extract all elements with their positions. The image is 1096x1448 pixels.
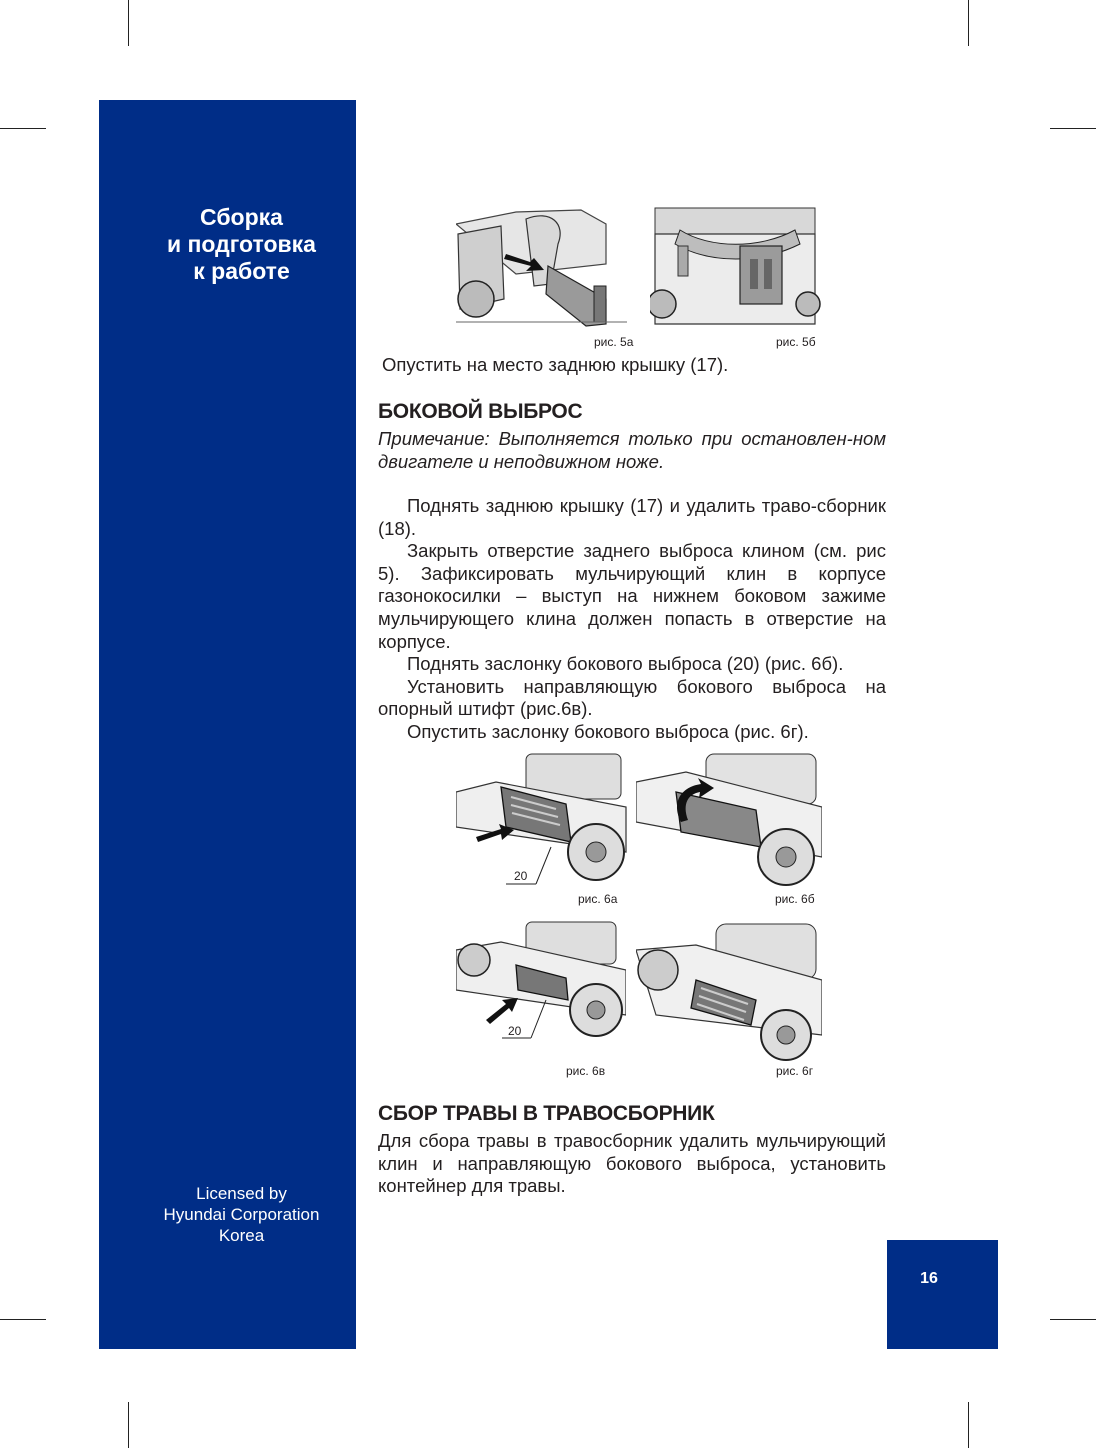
figure-6v-image — [456, 920, 626, 1045]
figure-5a-image — [456, 204, 627, 330]
heading-side-discharge: БОКОВОЙ ВЫБРОС — [378, 400, 583, 423]
license-note — [99, 1183, 384, 1246]
license-line: Korea — [218, 1226, 265, 1245]
crop-mark — [968, 1402, 969, 1448]
figure-6a-image — [456, 752, 628, 889]
license-line: Hyundai Corporation — [163, 1205, 320, 1224]
page-number-box — [887, 1240, 998, 1349]
figure-6g-caption: рис. 6г — [776, 1064, 814, 1078]
figure-6g-image — [636, 920, 822, 1065]
figure-5b-image — [650, 204, 823, 330]
side-discharge-note: Примечание: Выполняется только при остановлен-ном двигателе и неподвижном ноже. — [378, 428, 886, 472]
figure-6v-caption: рис. 6в — [566, 1064, 606, 1078]
figure-5a-caption: рис. 5а — [594, 335, 634, 349]
section-title-line: к работе — [193, 258, 290, 284]
crop-mark — [0, 128, 46, 129]
sidebar — [99, 100, 356, 1349]
crop-mark — [968, 0, 969, 46]
side-discharge-step: Закрыть отверстие заднего выброса клином (см. рис 5). Зафиксировать мульчирующий клин в корпусе газонокосилки – выступ на нижнем боковом зажиме мульчирующего клина должен попасть в отверстие на корпусе. — [378, 540, 886, 652]
heading-grass-collection: СБОР ТРАВЫ В ТРАВОСБОРНИК — [378, 1102, 715, 1125]
instruction-lower-cover: Опустить на место заднюю крышку (17). — [382, 354, 729, 375]
figure-6b-caption: рис. 6б — [775, 892, 815, 906]
crop-mark — [128, 0, 129, 46]
grass-collection-text — [378, 1130, 886, 1198]
figure-5b-caption: рис. 5б — [776, 335, 816, 349]
page-number: 16 — [920, 1270, 938, 1287]
side-discharge-step: Опустить заслонку бокового выброса (рис. 6г). — [407, 720, 809, 742]
crop-mark — [0, 1319, 46, 1320]
section-title — [99, 204, 384, 285]
figure-6a-caption: рис. 6а — [578, 892, 618, 906]
side-discharge-step: Поднять заднюю крышку (17) и удалить траво-сборник (18). — [378, 495, 886, 539]
side-discharge-step: Установить направляющую бокового выброса на опорный штифт (рис.6в). — [378, 675, 886, 720]
grass-collection-paragraph: Для сбора травы в травосборник удалить мульчирующий клин и направляющую бокового выброса, установить контейнер для травы. — [378, 1130, 886, 1197]
side-discharge-step: Поднять заслонку бокового выброса (20) (рис. 6б). — [407, 653, 844, 675]
callout-label-20: 20 — [514, 869, 528, 883]
section-title-line: Сборка — [200, 204, 283, 230]
figure-6b-image — [636, 752, 822, 889]
side-discharge-steps — [378, 495, 886, 744]
callout-label-20: 20 — [508, 1024, 522, 1038]
section-title-line: и подготовка — [167, 231, 316, 257]
crop-mark — [1050, 1319, 1096, 1320]
license-line: Licensed by — [196, 1184, 287, 1203]
crop-mark — [128, 1402, 129, 1448]
crop-mark — [1050, 128, 1096, 129]
